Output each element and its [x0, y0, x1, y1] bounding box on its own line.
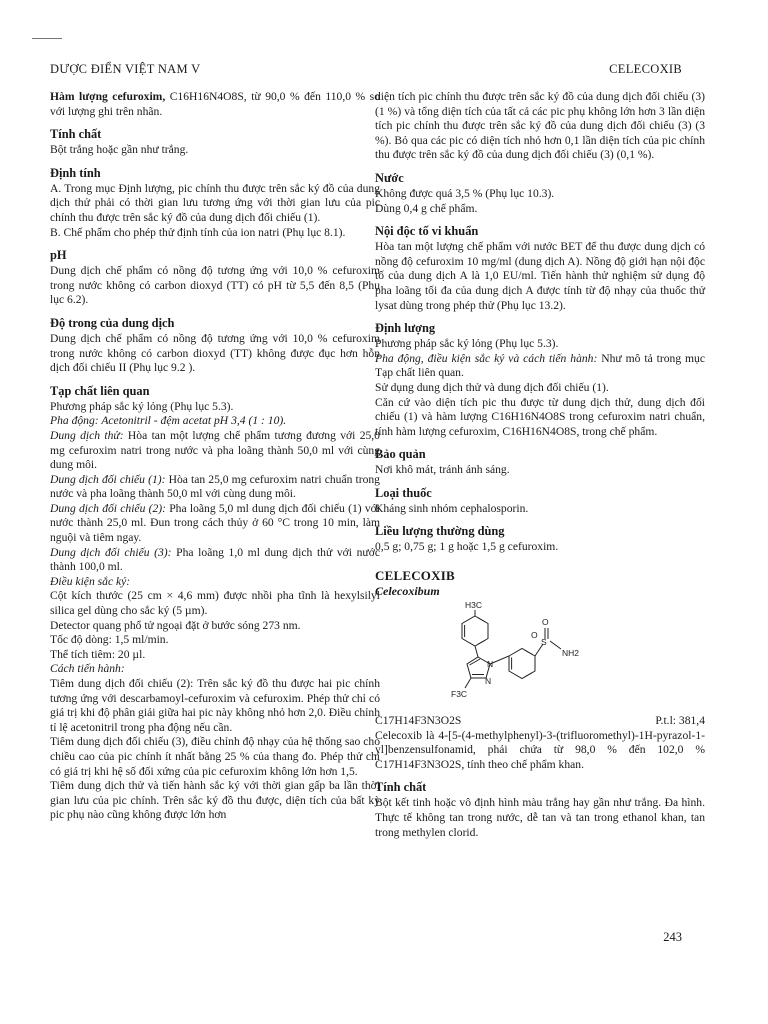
label-oxygen-1: O — [542, 617, 549, 628]
reference-solution-2-text: Pha loãng 5,0 ml dung dịch đối chiếu (1) với nước thành 25,0 ml. Đun trong cách thủy ở 60 °C trong 10 min, làm nguội và tiêm ngay. — [50, 501, 380, 545]
reference-solution-2 — [50, 502, 380, 546]
molecular-weight: P.t.l: 381,4 — [655, 714, 705, 728]
test-solution-text: Hòa tan một lượng chế phẩm tương đương với 25,0 mg cefuroxim natri trong nước và pha loãng thành 50,0 ml với cùng dung môi. — [50, 428, 380, 472]
identification-a: A. Trong mục Định lượng, pic chính thu được trên sắc ký đồ của dung dịch thử phải có thời gian lưu tương ứng với thời gian lưu của pic chính thu được trên sắc ký đồ của dung dịch đối chiếu (1). — [50, 181, 380, 224]
monograph-title: CELECOXIB — [375, 568, 455, 584]
procedure-step-3: Tiêm dung dịch thử và tiến hành sắc ký với thời gian gấp ba lần thời gian lưu của pic chính. Trên sắc ký đồ thu được, diện tích của bất kỳ pic phụ nào cũng không được lớn hơn — [50, 779, 380, 822]
procedure-label: Cách tiến hành: — [50, 662, 125, 676]
left-column — [50, 90, 380, 823]
right-column — [375, 90, 705, 840]
procedure-step-1: Tiêm dung dịch đối chiếu (2): Trên sắc ký đồ thu được hai pic chính tương ứng với descarbamoyl-cefuroxim và cefuroxim. Phép thử chỉ có giá trị khi độ phân giải giữa hai pic này không nhỏ hơn 2,0. Điều chỉnh tỉ lệ acetonitril trong pha động nếu cần. — [50, 677, 380, 734]
dosage-text: 0,5 g; 0,75 g; 1 g hoặc 1,5 g cefuroxim. — [375, 540, 559, 554]
flow-rate: Tốc độ dòng: 1,5 ml/min. — [50, 633, 169, 647]
storage-text: Nơi khô mát, tránh ánh sáng. — [375, 463, 510, 477]
monograph-latin-name: Celecoxibum — [375, 584, 440, 599]
reference-solution-3-label: Dung dịch đối chiếu (3): — [50, 545, 172, 559]
endotoxin-text: Hòa tan một lượng chế phẩm với nước BET để thu được dung dịch có nồng độ cefuroxim 10 mg/ml (dung dịch A). Nồng độ giới hạn nội độc tố của dung dịch A là 1,0 EU/ml. Tiến hành thử nghiệm sử dụng độ pha loãng tối đa của dung dịch A được tính từ độ nhạy của thuốc thử lysat dùng trong phép thử (Phụ lục 13.2). — [375, 240, 705, 312]
monograph-description-text: Bột kết tinh hoặc vô định hình màu trắng hay gần như trắng. Đa hình. Thực tế không tan trong nước, dễ tan và tan trong ethanol khan, tan trong methylen clorid. — [375, 796, 705, 839]
reference-solution-3 — [50, 546, 380, 575]
page-number: 243 — [663, 930, 682, 944]
assay-content-paragraph — [50, 90, 380, 119]
category-text: Kháng sinh nhóm cephalosporin. — [375, 501, 529, 515]
mobile-phase-text: Acetonitril - đệm acetat pH 3,4 (1 : 10). — [98, 414, 287, 428]
assay-method: Phương pháp sắc ký lỏng (Phụ lục 5.3). — [375, 337, 559, 351]
label-nitrogen-1: N — [487, 659, 494, 670]
label-nitrogen-2: N — [485, 676, 492, 687]
label-methyl: H3C — [465, 600, 483, 611]
reference-solution-1 — [50, 473, 380, 502]
reference-solution-1-label: Dung dịch đối chiếu (1): — [50, 472, 166, 486]
ph-text: Dung dịch chế phẩm có nồng độ tương ứng với 10,0 % cefuroxim trong nước không có carbon dioxyd (TT) có pH từ 5,5 đến 8,5 (Phụ lục 6.2). — [50, 264, 380, 307]
water-text-1: Không được quá 3,5 % (Phụ lục 10.3). — [375, 186, 555, 200]
mobile-phase — [50, 414, 380, 429]
reference-solution-1-text: Hòa tan 25,0 mg cefuroxim natri chuẩn trong nước và pha loãng thành 50,0 ml với cùng dung môi. — [50, 472, 380, 501]
assay-content-lead: Hàm lượng cefuroxim, — [50, 90, 166, 103]
test-solution — [50, 429, 380, 473]
label-amine: NH2 — [562, 648, 580, 659]
assay-solutions: Sử dụng dung dịch thử và dung dịch đối chiếu (1). — [375, 380, 609, 394]
monograph-definition: Celecoxib là 4-[5-(4-methylphenyl)-3-(trifluoromethyl)-1H-pyrazol-1-yl]benzensulfonamid, phải chứa từ 98,0 % đến 102,0 % C17H14F3N3O2S, tính theo chế phẩm khan. — [375, 728, 705, 771]
molecular-formula: C17H14F3N3O2S — [375, 714, 462, 728]
reference-solution-3-text: Pha loãng 1,0 ml dung dịch thử với nước thành 100,0 ml. — [50, 545, 380, 574]
reference-solution-2-label: Dung dịch đối chiếu (2): — [50, 501, 166, 515]
injection-volume: Thể tích tiêm: 20 µl. — [50, 647, 146, 661]
water-text-2: Dùng 0,4 g chế phẩm. — [375, 201, 478, 215]
clarity-heading: Độ trong của dung dịch — [50, 315, 175, 330]
assay-heading: Định lượng — [375, 321, 436, 336]
assay-mobile-text: Như mô tả trong mục Tạp chất liên quan. — [375, 351, 705, 380]
storage-heading: Bảo quản — [375, 447, 426, 462]
mobile-phase-label: Pha động: — [50, 414, 99, 428]
ph-heading: pH — [50, 248, 67, 263]
identification-heading: Định tính — [50, 165, 101, 180]
impurities-heading: Tạp chất liên quan — [50, 383, 150, 398]
procedure-step-2: Tiêm dung dịch đối chiếu (3), điều chỉnh độ nhạy của hệ thống sao cho chiều cao của pic chính ít nhất bằng 25 % của thang đo. Phép thử chỉ có giá trị khi hệ số đối xứng của pic cefuroxim không lớn hơn 1,5. — [50, 735, 380, 778]
corner-mark — [32, 38, 62, 39]
assay-calculation: Căn cứ vào diện tích pic thu được từ dung dịch thử, dung dịch đối chiếu (1) và hàm lượng C16H16N4O8S trong cefuroxim natri chuẩn, tính hàm lượng cefuroxim, C16H16N4O8S, trong chế phẩm. — [375, 395, 705, 438]
assay-mobile-phase — [375, 352, 705, 381]
label-trifluoromethyl: F3C — [451, 689, 468, 700]
water-heading: Nước — [375, 170, 404, 185]
detector-spec: Detector quang phổ tử ngoại đặt ở bước sóng 273 nm. — [50, 618, 301, 632]
chromatography-conditions-label: Điều kiện sắc ký: — [50, 574, 131, 588]
clarity-text: Dung dịch chế phẩm có nồng độ tương ứng với 10,0 % cefuroxim trong nước không có carbon dioxyd (TT) không được đục hơn hỗn dịch đối chiếu II (Phụ lục 9.2 ). — [50, 331, 380, 375]
category-heading: Loại thuốc — [375, 485, 432, 500]
running-head-left: DƯỢC ĐIỂN VIỆT NAM V — [50, 62, 201, 76]
test-solution-label: Dung dịch thử: — [50, 428, 124, 442]
assay-content-text: C16H16N4O8S, từ 90,0 % đến 110,0 % so với lượng ghi trên nhãn. — [50, 90, 380, 118]
assay-mobile-label: Pha động, điều kiện sắc ký và cách tiến hành: — [375, 351, 598, 365]
continuation-text: diện tích pic chính thu được trên sắc ký đồ của dung dịch đối chiếu (3) (1 %) và tổng diện tích của tất cả các pic phụ không lớn hơn 3 lần diện tích pic chính thu được trên sắc ký đồ của dung dịch đối chiếu (3) (3 %). Bỏ qua các pic có diện tích nhỏ hơn 0,1 lần diện tích của pic chính thu được trên sắc ký đồ của dung dịch đối chiếu (3) (0,1 %). — [375, 90, 705, 162]
monograph-description-heading: Tính chất — [375, 780, 427, 795]
running-head-right: CELECOXIB — [609, 62, 682, 76]
endotoxin-heading: Nội độc tố vi khuẩn — [375, 224, 479, 239]
label-sulfur: S — [541, 637, 547, 648]
column-spec: Cột kích thước (25 cm × 4,6 mm) được nhồi pha tĩnh là hexylsilyl silica gel dùng cho sắc ký (5 µm). — [50, 589, 380, 618]
dosage-heading: Liều lượng thường dùng — [375, 524, 505, 539]
formula-row — [375, 714, 705, 729]
description-heading: Tính chất — [50, 127, 102, 142]
impurities-method: Phương pháp sắc ký lỏng (Phụ lục 5.3). — [50, 399, 234, 413]
celecoxib-structure-diagram — [375, 600, 705, 710]
description-text: Bột trắng hoặc gần như trắng. — [50, 143, 189, 157]
identification-b: B. Chế phẩm cho phép thử định tính của ion natri (Phụ lục 8.1). — [50, 225, 346, 239]
label-oxygen-2: O — [531, 630, 538, 641]
